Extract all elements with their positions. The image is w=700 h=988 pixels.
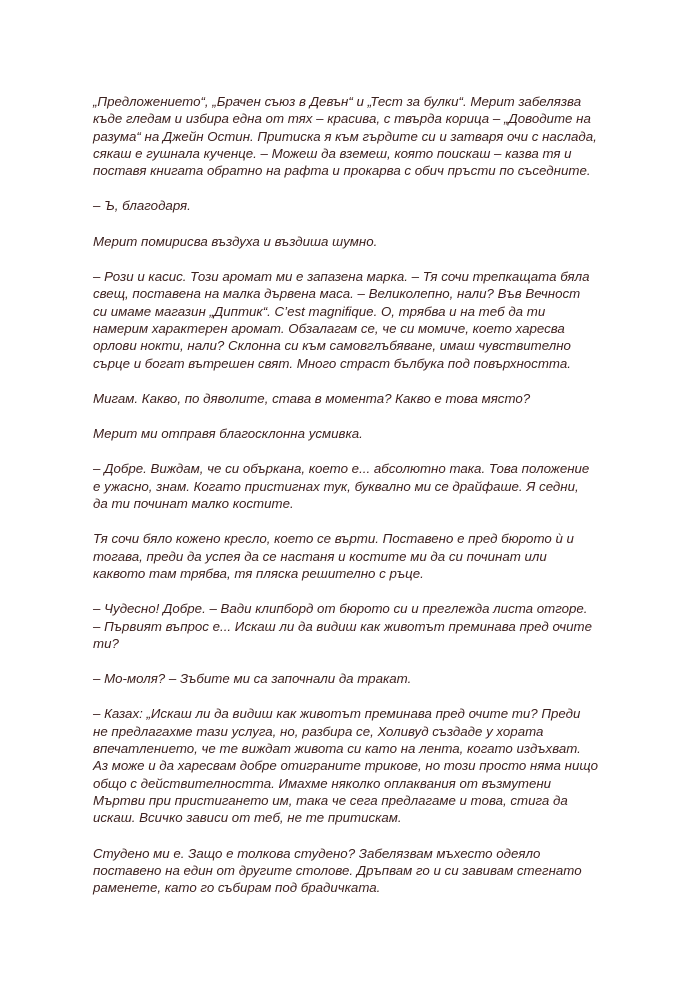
paragraph: – Ъ, благодаря. xyxy=(93,198,191,214)
paragraph: Тя сочи бяло кожено кресло, което се върти. Поставено е пред бюрото ѝ и тогава, преди да успея да се настаня и костите ми да си починат или каквото там трябва, тя пляска решително с ръце. xyxy=(93,531,574,581)
paragraph: – Рози и касис. Този аромат ми е запазена марка. – Тя сочи трепкащата бяла свещ, поставена на малка дървена маса. – Великолепно, нали? Във Вечност си имаме магазин „Диптик“. C’est magnifique. О, трябва и на теб да ти намерим характерен аромат. Обзалагам се, че си момиче, което харесва орлови нокти, нали? Склонна си към самовглъбяване, имаш чувствително сърце и богат вътрешен свят. Много страст бълбука под повърхността. xyxy=(93,269,590,371)
paragraph: „Предложението“, „Брачен съюз в Девън“ и „Тест за булки“. Мерит забелязва къде гледам и избира една от тях – красива, с твърда корица – „Доводите на разума“ на Джейн Остин. Притиска я към гърдите си и затваря очи с наслада, сякаш е гушнала кученце. – Можеш да вземеш, която поискаш – казва тя и поставя книгата обратно на рафта и прокарва с обич пръсти по съседните. xyxy=(93,94,597,179)
paragraph: Мерит помирисва въздуха и въздиша шумно. xyxy=(93,233,378,249)
paragraph: Студено ми е. Защо е толкова студено? Забелязвам мъхесто одеяло поставено на един от другите столове. Дръпвам го и си завивам стегнато раменете, като го събирам под брадичката. xyxy=(93,845,582,896)
paragraph: – Мо-моля? – Зъбите ми са започнали да тракат. xyxy=(93,671,412,687)
paragraph: – Казах: „Искаш ли да видиш как животът преминава пред очите ти? Преди не предлагахме тази услуга, но, разбира се, Холивуд създаде у хората впечатлението, че те виждат живота си като на лента, когато издъхват. Аз може и да харесвам добре отиграните трикове, но този просто няма нищо общо с действителността. Имахме няколко оплаквания от възмутени Мъртви при пристигането им, така че сега предлагаме и това, стига да искаш. Всичко зависи от теб, не те притискам. xyxy=(93,706,599,826)
paragraph: – Чудесно! Добре. – Вади клипборд от бюрото си и преглежда листа отгоре. – Първият въпрос е... Искаш ли да видиш как животът преминава пред очите ти? xyxy=(93,601,593,651)
body-text xyxy=(93,93,606,914)
paragraph: Мигам. Какво, по дяволите, става в момента? Какво е това място? xyxy=(93,390,531,406)
paragraph: Мерит ми отправя благосклонна усмивка. xyxy=(93,426,363,442)
paragraph: – Добре. Виждам, че си объркана, което е... абсолютно така. Това положение е ужасно, знам. Когато пристигнах тук, буквално ми се драйфаше. Я седни, да ти починат малко костите. xyxy=(93,461,590,512)
